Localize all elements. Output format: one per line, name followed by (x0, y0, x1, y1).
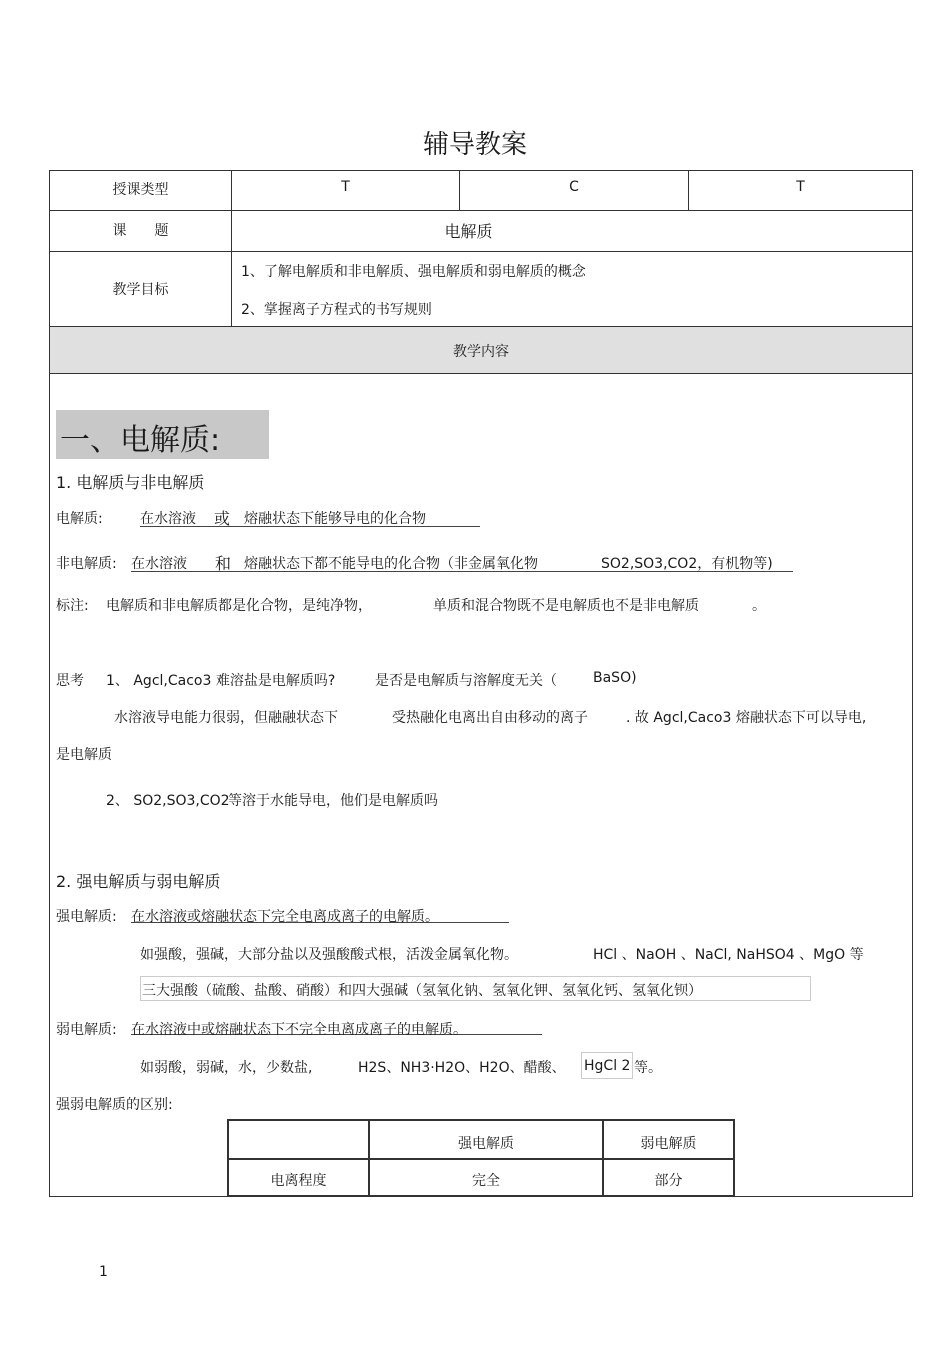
compare-header-1: 强电解质 (458, 1136, 514, 1152)
diff-label: 强弱电解质的区别: (56, 1097, 173, 1113)
think1-b: 是否是电解质与溶解度无关（ (375, 673, 557, 689)
strong-def: 在水溶液或熔融状态下完全电离成离子的电解质。 (131, 909, 439, 925)
weak-ex-c: HgCl 2 (584, 1058, 631, 1074)
topic-value: 电解质 (444, 222, 493, 241)
strong-ex-b: HCl 、NaOH 、NaCl, NaHSO4 、MgO 等 (593, 947, 864, 963)
nonelectrolyte-def-b: 熔融状态下都不能导电的化合物（非金属氧化物 (244, 556, 538, 572)
nonelectrolyte-label: 非电解质: (56, 556, 117, 572)
electrolyte-def-or: 或 (214, 509, 231, 528)
weak-ex-b: H2S、NH3·H2O、H2O、醋酸、 (358, 1060, 566, 1076)
think1-ans-d: 是电解质 (56, 747, 112, 763)
nonelectrolyte-def-and: 和 (215, 554, 232, 573)
electrolyte-def-a: 在水溶液 (140, 511, 196, 527)
nonelectrolyte-def-a: 在水溶液 (131, 556, 187, 572)
goal-2: 2、掌握离子方程式的书写规则 (241, 302, 432, 318)
electrolyte-label: 电解质: (56, 511, 103, 527)
note-b: 单质和混合物既不是电解质也不是非电解质 (433, 598, 699, 614)
compare-row-strong: 完全 (472, 1173, 500, 1189)
note-end: 。 (752, 598, 766, 614)
label-content: 教学内容 (453, 344, 509, 360)
strong-label: 强电解质: (56, 909, 117, 925)
goal-1: 1、了解电解质和非电解质、强电解质和弱电解质的概念 (241, 264, 586, 280)
compare-header-2: 弱电解质 (640, 1136, 697, 1152)
page-number: 1 (99, 1264, 108, 1280)
strong-ex-c: 三大强酸（硫酸、盐酸、硝酸）和四大强碱（氢氧化钠、氢氧化钾、氢氧化钙、氢氧化钡） (142, 983, 702, 999)
compare-row-weak: 部分 (654, 1173, 683, 1189)
nonelectrolyte-def-c: SO2,SO3,CO2，有机物等) (601, 556, 773, 572)
note-label: 标注: (56, 598, 89, 614)
section-heading: 一、电解质: (60, 423, 221, 458)
compare-row-label: 电离程度 (270, 1173, 327, 1189)
sub-heading-1: 1. 电解质与非电解质 (56, 473, 205, 492)
label-goals: 教学目标 (112, 282, 169, 298)
weak-def: 在水溶液中或熔融状态下不完全电离成离子的电解质。 (131, 1022, 467, 1038)
weak-ex-d: 等。 (634, 1060, 662, 1076)
note-a: 电解质和非电解质都是化合物，是纯净物， (106, 598, 372, 614)
label-lesson-type: 授课类型 (112, 182, 169, 198)
lesson-type-c: C (569, 179, 579, 195)
lesson-type-t1: T (341, 179, 350, 195)
strong-ex-a: 如强酸，强碱，大部分盐以及强酸酸式根，活泼金属氧化物。 (140, 947, 518, 963)
think-label: 思考 (56, 673, 84, 689)
think2-a: 2、 SO2,SO3,CO2 (106, 793, 230, 809)
electrolyte-def-b: 熔融状态下能够导电的化合物 (244, 511, 426, 527)
label-topic: 课 题 (112, 223, 169, 239)
think1-ans-b: 受热融化电离出自由移动的离子 (392, 710, 588, 726)
think1-c: BaSO) (593, 670, 637, 686)
lesson-type-t2: T (796, 179, 805, 195)
sub-heading-2: 2. 强电解质与弱电解质 (56, 872, 221, 891)
think1-ans-a: 水溶液导电能力很弱，但融融状态下 (114, 710, 338, 726)
think1-ans-c: . 故 Agcl,Caco3 熔融状态下可以导电, (626, 710, 867, 726)
weak-label: 弱电解质: (56, 1022, 117, 1038)
weak-ex-a: 如弱酸，弱碱，水，少数盐, (140, 1060, 313, 1076)
document-title: 辅导教案 (422, 130, 527, 160)
think1-a: 1、 Agcl,Caco3 难溶盐是电解质吗? (106, 673, 336, 689)
think2-b: 等溶于水能导电，他们是电解质吗 (228, 793, 438, 809)
